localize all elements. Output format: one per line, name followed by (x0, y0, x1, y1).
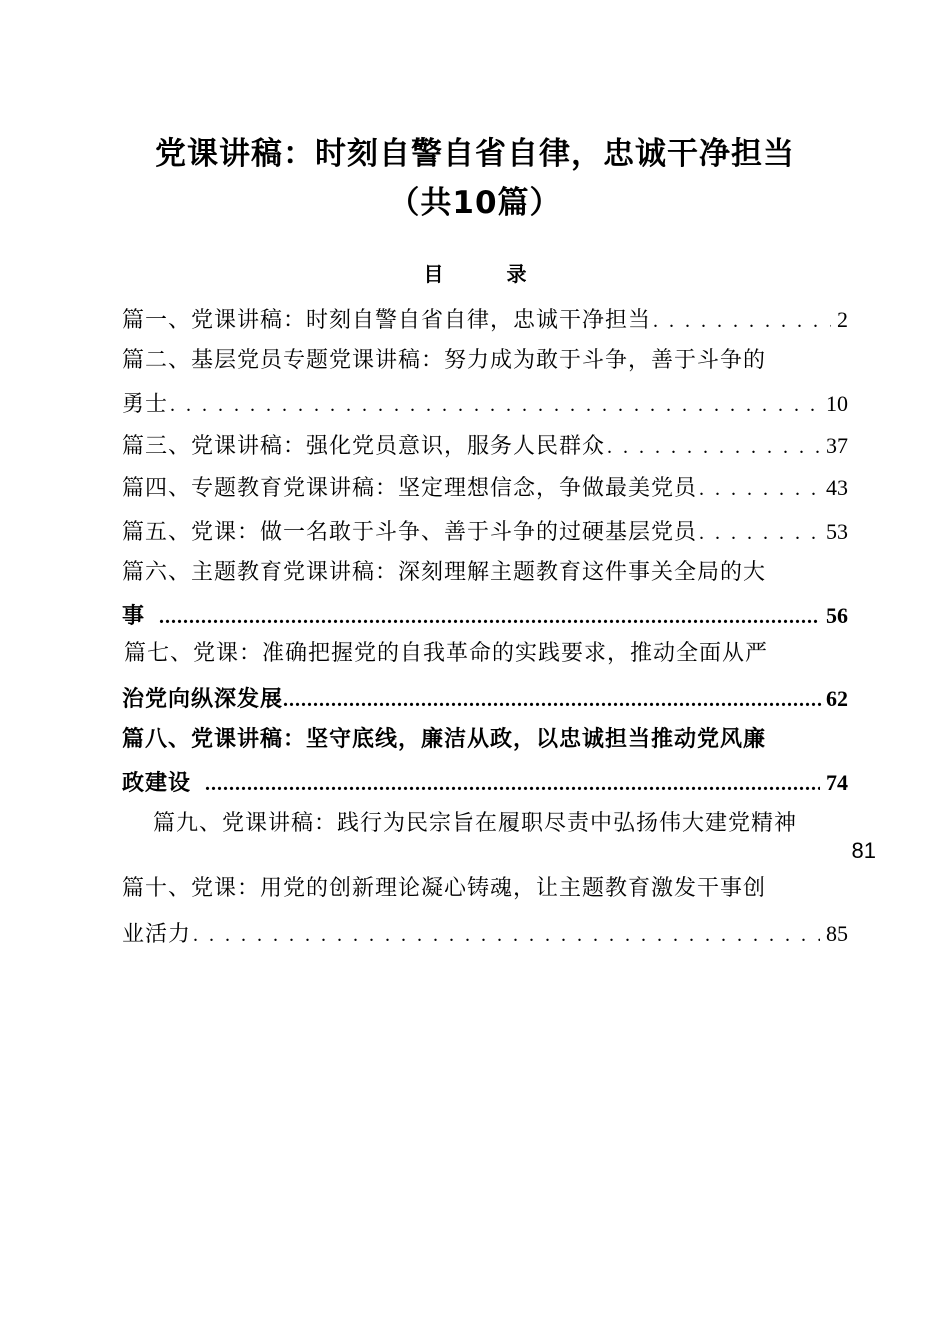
dot-leader (205, 767, 820, 800)
toc-entry-3[interactable] (122, 429, 848, 463)
toc-entry-10-line2[interactable] (122, 917, 848, 951)
toc-entry-text: 篇四、专题教育党课讲稿：坚定理想信念，争做最美党员 (122, 476, 698, 501)
toc-page-number: 81 (851, 838, 876, 863)
toc-page-number: 56 (826, 603, 848, 628)
toc-entry-1[interactable] (122, 303, 848, 337)
toc-entry-6-line2[interactable] (122, 599, 848, 633)
toc-entry-2-line1[interactable]: 篇二、基层党员专题党课讲稿：努力成为敢于斗争，善于斗争的 (122, 348, 767, 373)
toc-entry-text: 勇士 (122, 392, 169, 417)
toc-page-number: 43 (826, 475, 848, 500)
toc-page-number: 10 (826, 391, 848, 416)
toc-page-number: 53 (826, 519, 848, 544)
toc-entry-text: 事 (122, 604, 146, 629)
toc-page-number: 62 (826, 686, 848, 711)
toc-entry-text: 篇一、党课讲稿：时刻自警自省自律，忠诚干净担当 (122, 308, 652, 333)
toc-entry-8-line1[interactable]: 篇八、党课讲稿：坚守底线，廉洁从政，以忠诚担当推动党风廉 (122, 727, 767, 752)
dot-leader (170, 388, 820, 421)
toc-entry-text: 篇五、党课：做一名敢于斗争、善于斗争的过硬基层党员 (122, 520, 698, 545)
toc-entry-5[interactable] (122, 515, 848, 549)
dot-leader (699, 516, 820, 549)
dot-leader (699, 472, 820, 505)
toc-entry-text: 治党向纵深发展 (122, 687, 284, 712)
dot-leader (159, 600, 820, 633)
dot-leader (193, 918, 820, 951)
toc-entry-text: 篇三、党课讲稿：强化党员意识，服务人民群众 (122, 434, 606, 459)
dot-leader (653, 304, 831, 337)
toc-page-number: 85 (826, 921, 848, 946)
toc-entry-10-line1[interactable]: 篇十、党课：用党的创新理论凝心铸魂，让主题教育激发干事创 (122, 876, 767, 901)
toc-page-number: 2 (837, 307, 848, 332)
toc-entry-text: 政建设 (122, 771, 192, 796)
toc-entry-text: 业活力 (122, 922, 192, 947)
dot-leader (607, 430, 820, 463)
toc-entry-8-line2[interactable] (122, 766, 848, 800)
toc-heading: 目 录 (423, 262, 555, 286)
toc-entry-4[interactable] (122, 471, 848, 505)
toc-page-number: 37 (826, 433, 848, 458)
toc-entry-7-line1[interactable]: 篇七、党课：准确把握党的自我革命的实践要求，推动全面从严 (124, 641, 769, 666)
toc-entry-7-line2[interactable] (122, 682, 848, 716)
document-title: 党课讲稿：时刻自警自省自律，忠诚干净担当 (155, 136, 795, 172)
toc-entry-6-line1[interactable]: 篇六、主题教育党课讲稿：深刻理解主题教育这件事关全局的大 (122, 560, 767, 585)
toc-entry-2-line2[interactable] (122, 387, 848, 421)
dot-leader (283, 683, 824, 716)
toc-entry-9[interactable]: 篇九、党课讲稿：践行为民宗旨在履职尽责中弘扬伟大建党精神 (153, 811, 798, 836)
document-subtitle: （共10篇） (388, 185, 562, 221)
toc-page-number: 74 (826, 770, 848, 795)
